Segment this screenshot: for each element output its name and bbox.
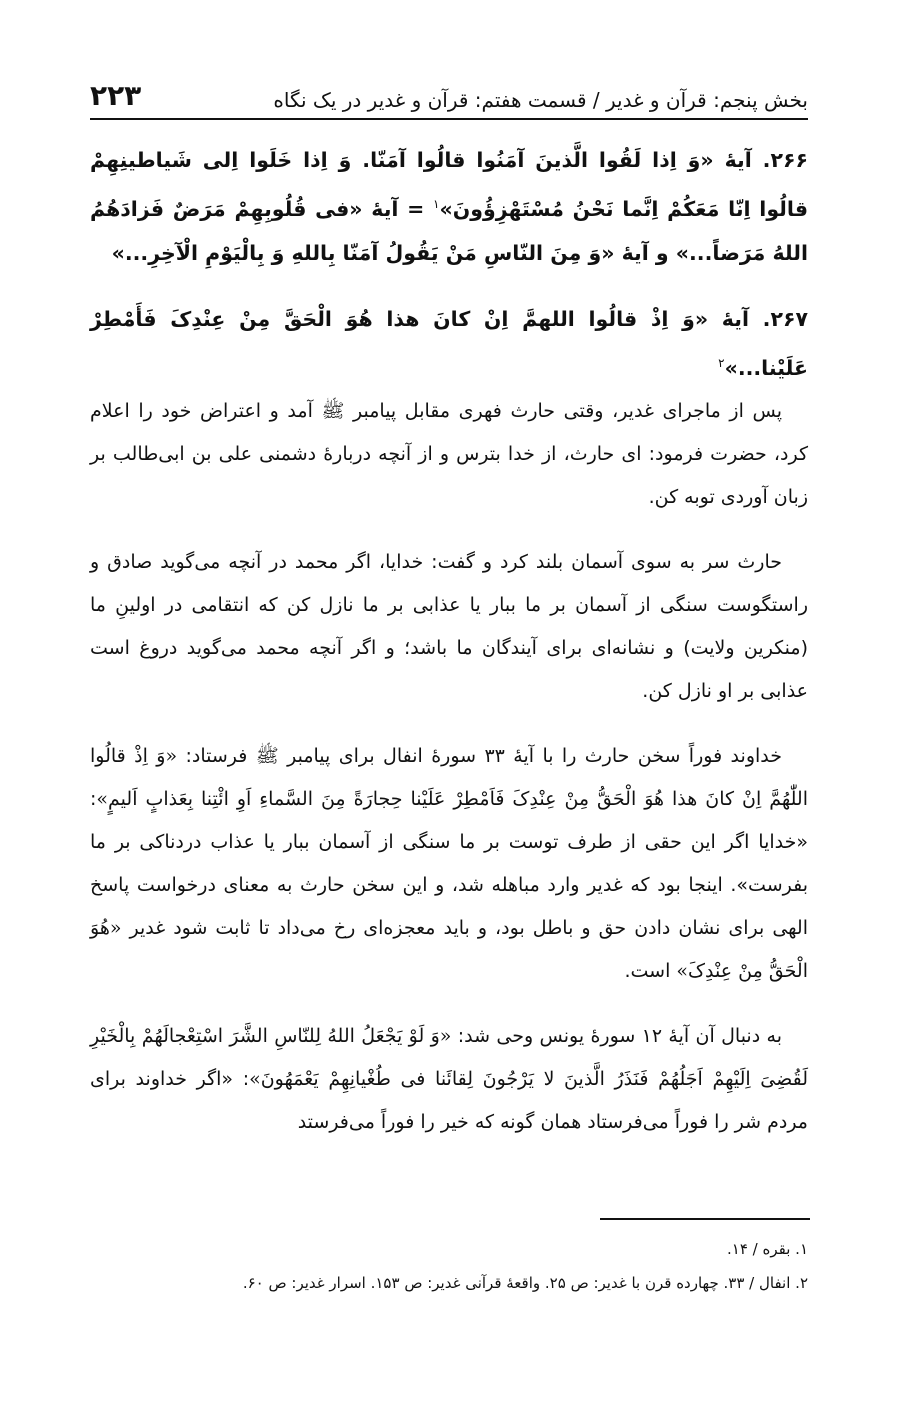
- heading-267-text: ۲۶۷. آیهٔ «وَ اِذْ قالُوا اللهمَّ اِنْ کانَ هذا هُوَ الْحَقَّ مِنْ عِنْدِکَ فَأَمْطِرْ عَلَیْنا...»: [90, 306, 808, 380]
- paragraph-4-text-b: : «اگر خداوند برای مردم شر را فوراً می‌فرستاد همان گونه که خیر را فوراً می‌فرستد: [90, 1067, 808, 1133]
- footnote-2: ۲. انفال / ۳۳. چهارده قرن با غدیر: ص ۲۵. واقعهٔ قرآنی غدیر: ص ۱۵۳. اسرار غدیر: ص ۶۰.: [242, 1274, 808, 1292]
- footnote-1: ۱. بقره / ۱۴.: [727, 1240, 808, 1258]
- page-number: ۲۲۳: [90, 79, 142, 112]
- paragraph-4: [90, 1015, 808, 1144]
- paragraph-3-text-b: : «خدایا اگر این حقی از طرف توست بر ما سنگی از آسمان ببار یا عذاب دردناکی بر ما بفرست». اینجا بود که غدیر وارد مباهله شد، و این سخن حارث به معنای درخواست پاسخ الهی برای نشان دادن حق و باطل بود، و باید معجزه‌ای رخ می‌داد تا ثابت شود غدیر: [90, 787, 808, 939]
- heading-267: [90, 297, 808, 390]
- running-title: بخش پنجم: قرآن و غدیر / قسمت هفتم: قرآن و غدیر در یک نگاه: [273, 88, 808, 112]
- header-rule: [90, 118, 808, 120]
- footnote-separator: [600, 1218, 810, 1220]
- footnote-ref-2: ۲: [718, 355, 725, 370]
- footnotes: [90, 1232, 808, 1300]
- paragraph-3: [90, 735, 808, 993]
- paragraph-2: حارث سر به سوی آسمان بلند کرد و گفت: خدایا، اگر محمد در آنچه می‌گوید صادق و راستگوست سنگی از آسمان بر ما ببار یا عذابی بر ما نازل کن که انتقامی در اولینِ ما (منکرین ولایت) و نشانه‌ای برای آیندگان ما باشد؛ و اگر آنچه محمد می‌گوید دروغ است عذابی بر او نازل کن.: [90, 550, 808, 702]
- paragraph-1: پس از ماجرای غدیر، وقتی حارث فهری مقابل پیامبر ﷺ آمد و اعتراض خود را اعلام کرد، حضرت فرمود: ای حارث، از خدا بترس و از آنچه دربارهٔ دشمنی علی بن ابی‌طالب بر زبان آوردی توبه کن.: [90, 399, 808, 508]
- paragraph-3-text-c: است.: [624, 959, 677, 982]
- quran-quote-haqq: «هُوَ الْحَقُّ مِنْ عِنْدِکَ»: [90, 916, 808, 982]
- page-body: [90, 138, 808, 1144]
- heading-266-tail: = آیهٔ «فی قُلُوبِهِمْ مَرَضٌ فَزادَهُمُ اللهُ مَرَضاً...» و آیهٔ «وَ مِنَ النّاسِ مَنْ یَقُولُ آمَنّا بِاللهِ وَ بِالْیَوْمِ الْآخِرِ...»: [90, 196, 808, 265]
- quran-verse-anfal-33: «وَ اِذْ قالُوا اللّٰهُمَّ اِنْ کانَ هذا هُوَ الْحَقُّ مِنْ عِنْدِکَ فَاَمْطِرْ عَلَیْنا حِجارَةً مِنَ السَّماءِ اَوِ ائْتِنا بِعَذابٍ اَلیمٍ»: [90, 744, 808, 810]
- heading-266: [90, 138, 808, 275]
- page-header: [90, 72, 808, 112]
- heading-266-text: ۲۶۶. آیهٔ «وَ اِذا لَقُوا الَّذینَ آمَنُوا قالُوا آمَنّا. وَ اِذا خَلَوا اِلی شَیاطینِهِمْ قالُوا اِنّا مَعَکُمْ اِنَّما نَحْنُ مُسْتَهْزِؤُونَ»: [90, 148, 808, 221]
- paragraph-3-text-a: خداوند فوراً سخن حارث را با آیهٔ ۳۳ سورهٔ انفال برای پیامبر ﷺ فرستاد:: [177, 744, 782, 767]
- quran-verse-yunus-12: «وَ لَوْ یَجْعَلُ اللهُ لِلنّاسِ الشَّرَ اسْتِعْجالَهُمْ بِالْخَیْرِ لَقُضِیَ اِلَیْهِمْ اَجَلُهُمْ فَنَذَرُ الَّذینَ لا یَرْجُونَ لِقائَنا فی طُغْیانِهِمْ یَعْمَهُونَ»: [90, 1024, 809, 1090]
- footnote-ref-1: ۱: [433, 197, 440, 211]
- paragraph-4-text-a: به دنبال آن آیهٔ ۱۲ سورهٔ یونس وحی شد:: [451, 1024, 782, 1047]
